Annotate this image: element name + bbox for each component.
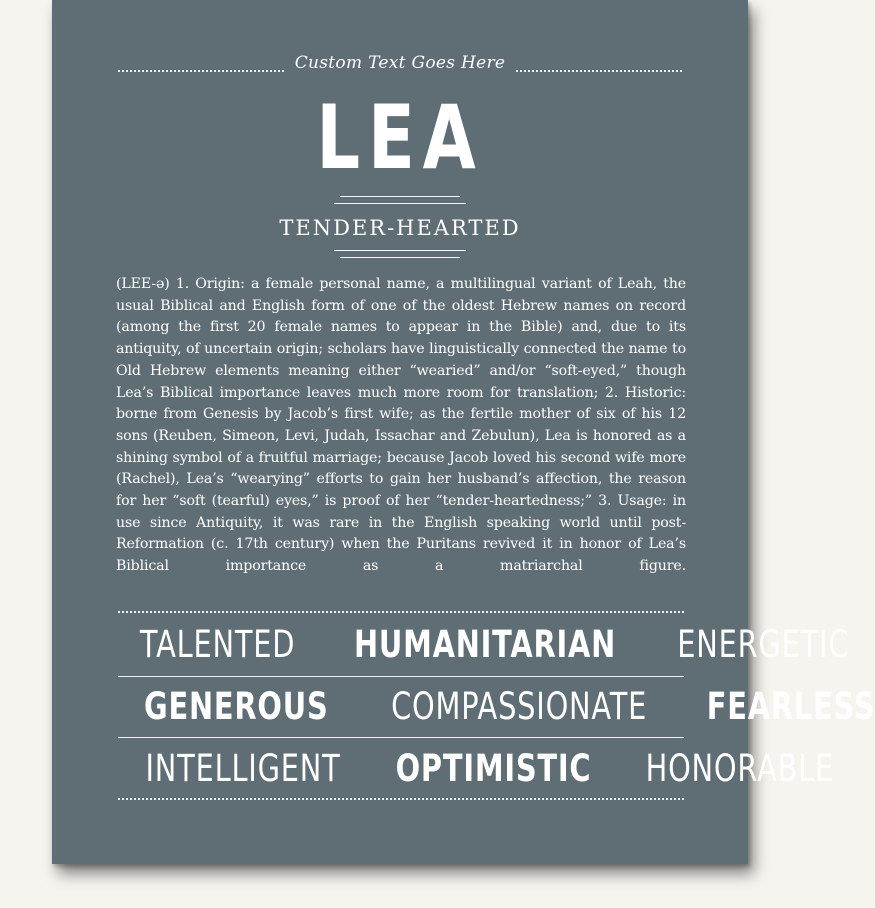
trait-word: HUMANITARIAN: [354, 623, 617, 666]
trait-word: COMPASSIONATE: [390, 685, 647, 728]
trait-word: INTELLIGENT: [145, 747, 341, 790]
trait-separator-1: [118, 676, 684, 677]
trait-word: ENERGETIC: [677, 623, 850, 666]
trait-word: FEARLESS: [706, 685, 875, 728]
name-title: LEA: [316, 86, 484, 189]
name-meaning: TENDER-HEARTED: [279, 216, 521, 240]
rule-below-meaning-1: [334, 250, 466, 251]
name-print-frame: [52, 0, 875, 864]
trait-word: GENEROUS: [144, 685, 329, 728]
rule-below-meaning-2: [340, 257, 460, 258]
rule-above-meaning-1: [340, 196, 460, 197]
trait-separator-2: [118, 737, 684, 738]
trait-row-2: [118, 684, 875, 730]
dotted-rule-top-traits: [118, 611, 684, 613]
trait-word: OPTIMISTIC: [395, 747, 592, 790]
trait-word: HONORABLE: [645, 747, 835, 790]
trait-row-1: [118, 622, 850, 668]
name-definition: (LEE-ə) 1. Origin: a female personal name, a multilingual variant of Leah, the usual Biblical and English form of one of the oldest Hebrew names on record (among the first 20 female names to appear in the Bible) and, due to its antiquity, of uncertain origin; scholars have linguistically connected the name to Old Hebrew elements meaning either “wearied” and/or “soft-eyed,” though Lea’s Biblical importance leaves much more room for translation; 2. Historic: borne from Genesis by Jacob’s first wife; as the fertile mother of six of his 12 sons (Reuben, Simeon, Levi, Judah, Issachar and Zebulun), Lea is honored as a shining symbol of a fruitful marriage; because Jacob loved his second wife more (Rachel), Lea’s “wearying” efforts to gain her husband’s affection, the reason for her “soft (tearful) eyes,” is proof of her “tender-heartedness;” 3. Usage: in use since Antiquity, it was rare in the English speaking world until post-Reformation (c. 17th century) when the Puritans revived it in honor of Lea’s Biblical importance as a matriarchal figure.: [116, 276, 686, 575]
trait-word: TALENTED: [139, 623, 296, 666]
dotted-rule-bottom-traits: [118, 798, 684, 800]
trait-row-3: [118, 746, 835, 792]
custom-text: Custom Text Goes Here: [294, 53, 506, 73]
rule-above-meaning-2: [334, 203, 466, 204]
